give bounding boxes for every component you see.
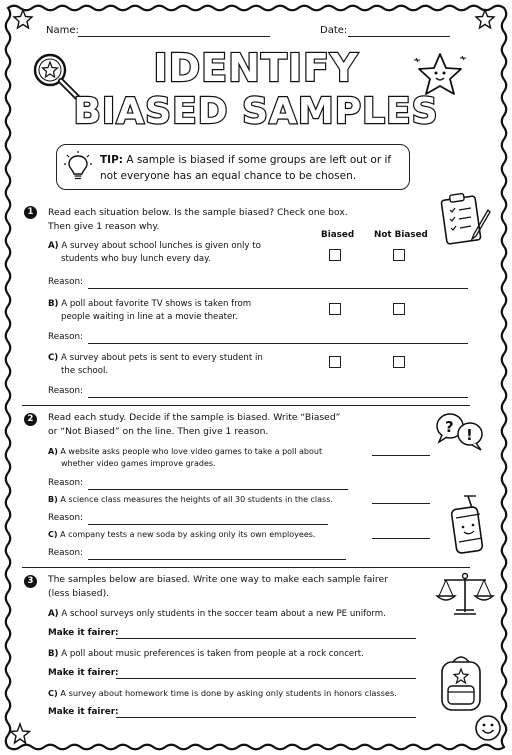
star-corner-icon <box>474 8 496 30</box>
column-header-biased: Biased <box>321 230 355 240</box>
name-label: Name: <box>46 25 79 36</box>
section1-item-b: B) A poll about favorite TV shows is taken from <box>48 299 252 309</box>
tip-body: A sample is biased if some groups are left out or if not everyone has an equal chance to be chosen. <box>100 154 392 182</box>
section1-instruction-line2: Then give 1 reason why. <box>48 221 160 232</box>
tip-label: TIP: <box>100 154 123 166</box>
star-corner-icon <box>12 8 34 30</box>
section2-item-b: B) A science class measures the heights of all 30 students in the class. <box>48 495 333 504</box>
section-divider <box>22 567 470 568</box>
section2-instruction-line2: or “Not Biased” on the line. Then give 1 reason. <box>48 426 269 437</box>
section1-item-c: C) A survey about pets is sent to every student in <box>48 353 263 363</box>
fairer-answer-line[interactable] <box>116 638 416 639</box>
fairer-answer-line[interactable] <box>116 678 416 679</box>
reason-line[interactable] <box>88 397 468 398</box>
section1-instruction-line1: Read each situation below. Is the sample biased? Check one box. <box>48 207 348 218</box>
name-field-line[interactable] <box>78 36 270 37</box>
section1-item-a-line2: students who buy lunch every day. <box>61 254 211 264</box>
answer-line[interactable] <box>372 538 430 539</box>
not-biased-checkbox[interactable] <box>393 303 405 315</box>
column-header-not-biased: Not Biased <box>374 230 428 240</box>
section1-item-b-line2: people waiting in line at a movie theater. <box>61 312 238 322</box>
answer-line[interactable] <box>372 503 430 504</box>
reason-label: Reason: <box>48 386 84 396</box>
soda-can-icon <box>446 494 490 558</box>
section2-item-a: A) A website asks people who love video games to take a poll about <box>48 447 323 456</box>
biased-checkbox[interactable] <box>329 303 341 315</box>
reason-line[interactable] <box>88 288 468 289</box>
section-number-badge: 1 <box>24 206 37 219</box>
smiley-icon <box>474 714 502 742</box>
page-title-line1: IDENTIFY <box>153 46 359 90</box>
tip-text <box>100 152 400 184</box>
not-biased-checkbox[interactable] <box>393 249 405 261</box>
star-corner-icon <box>8 722 32 746</box>
svg-text:?: ? <box>445 418 454 436</box>
svg-text:!: ! <box>466 426 473 444</box>
fairer-answer-line[interactable] <box>116 717 416 718</box>
clipboard-checklist-icon <box>438 190 498 250</box>
section3-item-c: C) A survey about homework time is done by asking only students in honors classes. <box>48 688 397 698</box>
backpack-icon <box>436 652 486 716</box>
not-biased-checkbox[interactable] <box>393 356 405 368</box>
section1-item-c-line2: the school. <box>61 366 109 376</box>
section-number-badge: 3 <box>24 575 37 588</box>
section3-item-a: A) A school surveys only students in the soccer team about a new PE uniform. <box>48 609 386 619</box>
balance-scale-icon <box>436 570 494 618</box>
section2-item-c: C) A company tests a new soda by asking only its own employees. <box>48 530 316 539</box>
date-field-line[interactable] <box>348 36 450 37</box>
biased-checkbox[interactable] <box>329 356 341 368</box>
reason-label: Reason: <box>48 277 84 287</box>
reason-label: Reason: <box>48 478 84 488</box>
section2-instruction-line1: Read each study. Decide if the sample is biased. Write “Biased” <box>48 412 341 423</box>
reason-label: Reason: <box>48 332 84 342</box>
date-label: Date: <box>320 25 348 36</box>
section2-item-a-line2: whether video games improve grades. <box>61 459 216 468</box>
section3-instruction-line1: The samples below are biased. Write one way to make each sample fairer <box>48 574 388 585</box>
make-it-fairer-label: Make it fairer: <box>48 628 119 638</box>
reason-line[interactable] <box>88 343 468 344</box>
section-number-badge: 2 <box>24 413 37 426</box>
page-title-line2: BIASED SAMPLES <box>73 91 439 132</box>
answer-line[interactable] <box>372 455 430 456</box>
reason-line[interactable] <box>88 489 348 490</box>
biased-checkbox[interactable] <box>329 249 341 261</box>
section1-item-a: A) A survey about school lunches is given only to <box>48 241 261 251</box>
make-it-fairer-label: Make it fairer: <box>48 707 119 717</box>
reason-line[interactable] <box>88 559 346 560</box>
reason-line[interactable] <box>88 524 328 525</box>
make-it-fairer-label: Make it fairer: <box>48 668 119 678</box>
reason-label: Reason: <box>48 513 84 523</box>
reason-label: Reason: <box>48 548 84 558</box>
section3-instruction-line2: (less biased). <box>48 588 110 599</box>
question-exclamation-bubbles-icon <box>434 410 490 454</box>
section-divider <box>22 405 470 406</box>
section3-item-b: B) A poll about music preferences is taken from people at a rock concert. <box>48 649 364 659</box>
lightbulb-icon <box>64 150 92 182</box>
